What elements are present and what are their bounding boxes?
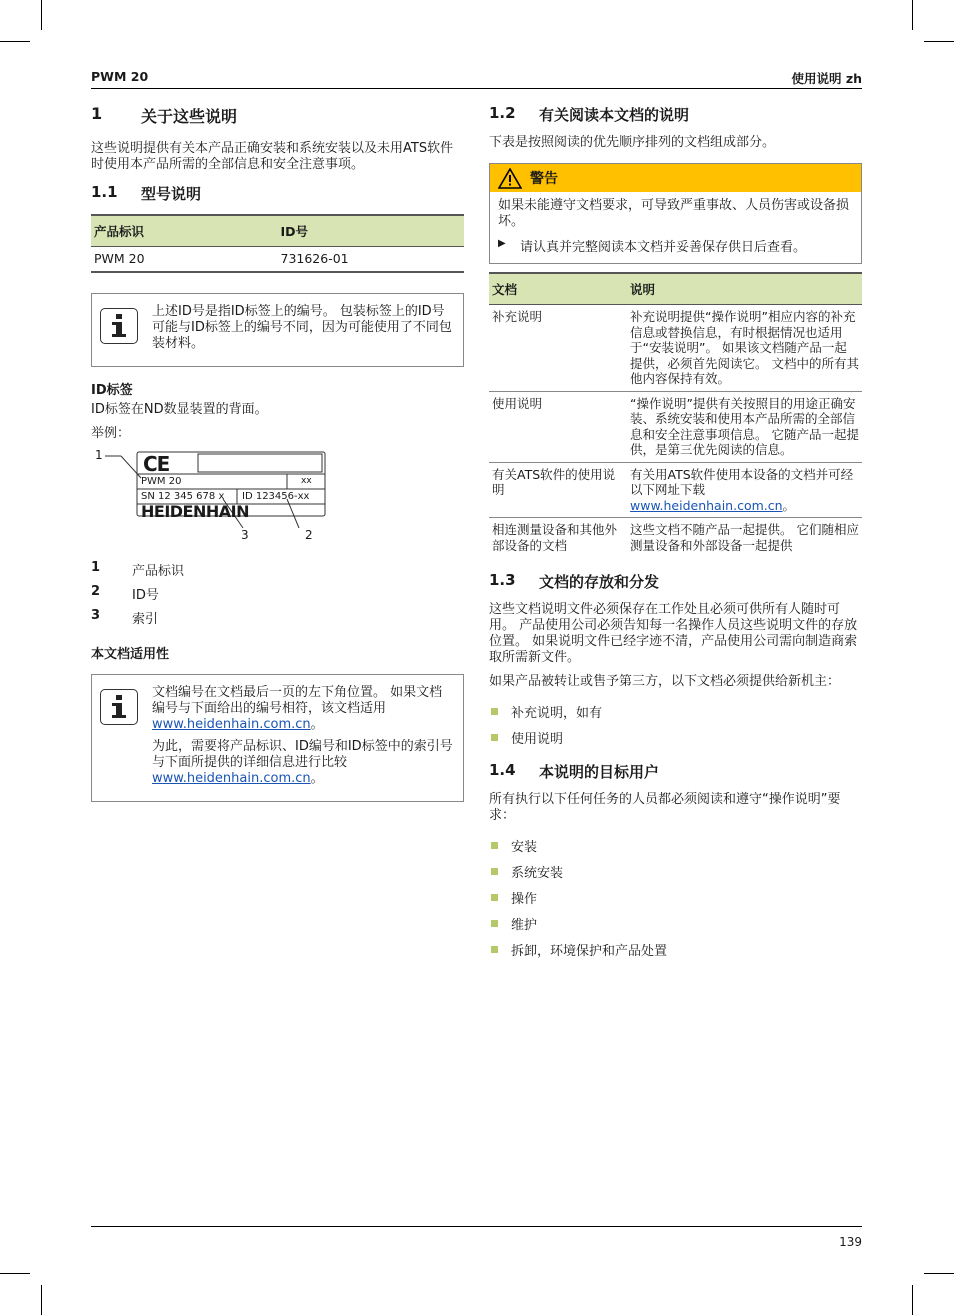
col-header-id-number: ID号 (278, 215, 465, 247)
validity-paragraph-2 (152, 739, 453, 787)
info-paragraph: 上述ID号是指ID标签上的编号。 包装标签上的ID号可能与ID标签上的编号不同，因为可能使用了不同包装材料。 (152, 303, 452, 351)
legend-text: 产品标识 (132, 563, 185, 579)
header-product: PWM 20 (91, 69, 149, 84)
label-xx: xx (301, 475, 312, 486)
warning-action (498, 236, 853, 255)
legend-number: 2 (91, 583, 101, 599)
callout-1: 1 (95, 447, 103, 462)
left-column (91, 104, 464, 802)
table-row (91, 247, 464, 272)
info-text (152, 685, 453, 791)
legend-item (91, 560, 464, 579)
label-brand: HEIDENHAIN (141, 501, 249, 521)
bullet-square-icon (491, 708, 498, 715)
document-table (489, 272, 862, 557)
warning-action-text: 请认真并完整阅读本文档并妥善保存供日后查看。 (520, 240, 807, 255)
legend-text: 索引 (132, 611, 159, 627)
header-rule (91, 88, 862, 89)
list-item-text: 操作 (511, 892, 538, 907)
section-1-2-heading (489, 104, 862, 125)
table-row (489, 462, 862, 518)
legend (91, 560, 464, 627)
list-item (489, 940, 862, 959)
section-1-heading (91, 104, 464, 127)
validity-heading: 本文档适用性 (91, 646, 170, 662)
col-header-description: 说明 (627, 273, 862, 305)
section-title: 关于这些说明 (141, 107, 238, 126)
crop-mark (912, 0, 913, 30)
list-item (489, 862, 862, 881)
section-1-3-heading (489, 571, 862, 592)
page-number: 139 (839, 1235, 862, 1249)
table-row (489, 391, 862, 462)
table-row (489, 305, 862, 392)
list-item-text: 维护 (511, 918, 538, 933)
cell-id: 731626-01 (278, 247, 465, 272)
bullet-square-icon (491, 894, 498, 901)
crop-mark (0, 41, 30, 42)
list-item (489, 888, 862, 907)
table-row (489, 518, 862, 558)
section-number: 1 (91, 104, 103, 123)
list-item (489, 836, 862, 855)
section-1-intro: 这些说明提供有关本产品正确安装和系统安装以及未用ATS软件时使用本产品所需的全部信息和安全注意事项。 (91, 141, 454, 172)
handover-list (489, 702, 862, 747)
callout-3: 3 (241, 527, 249, 542)
section-1-2-intro: 下表是按照阅读的优先顺序排列的文档组成部分。 (489, 135, 776, 150)
crop-mark (41, 0, 42, 30)
legend-number: 1 (91, 559, 101, 575)
warning-title: 警告 (530, 171, 558, 187)
cell-document: 使用说明 (489, 391, 627, 462)
crop-mark (924, 1273, 954, 1274)
list-item-text: 安装 (511, 840, 538, 855)
cell-description (627, 462, 862, 518)
bullet-square-icon (491, 842, 498, 849)
warning-box (489, 163, 862, 264)
section-number: 1.4 (489, 761, 516, 779)
triangle-right-icon: ▶ (498, 238, 506, 249)
cell-description: “操作说明”提供有关按照目的用途正确安装、系统安装和使用本产品所需的全部信息和安全注意事项信息。 它随产品一起提供，是第三优先阅读的信息。 (627, 391, 862, 462)
warning-text: 如果未能遵守文档要求，可导致严重事故、人员伤害或设备损坏。 (498, 198, 850, 229)
warning-header (490, 164, 861, 192)
list-item (489, 728, 862, 747)
section-title: 文档的存放和分发 (539, 573, 660, 591)
period: 。 (310, 716, 324, 732)
heidenhain-link[interactable]: www.heidenhain.com.cn (152, 716, 311, 732)
legend-item (91, 584, 464, 603)
info-icon (100, 308, 138, 344)
validity-text: 文档编号在文档最后一页的左下角位置。 如果文档编号与下面给出的编号相符，该文档适用 (152, 684, 443, 716)
right-column (489, 104, 862, 966)
section-title: 本说明的目标用户 (539, 763, 660, 781)
description-text: 有关用ATS软件使用本设备的文档并可经以下网址下载 (630, 466, 854, 497)
cell-description: 补充说明提供“操作说明”相应内容的补充信息或替换信息，有时根据情况也适用于“安装说明”。 如果该文档随产品一起提供，必须首先阅读它。 文档中的所有其他内容保持有效。 (627, 305, 862, 392)
legend-number: 3 (91, 607, 101, 623)
section-1-3-para-2: 如果产品被转让或售予第三方，以下文档必须提供给新机主： (489, 674, 841, 689)
cell-document: 相连测量设备和其他外部设备的文档 (492, 522, 618, 553)
cell-product: PWM 20 (91, 247, 278, 272)
heidenhain-link[interactable]: www.heidenhain.com.cn (630, 497, 783, 513)
info-text (152, 304, 453, 356)
label-product: PWM 20 (141, 475, 182, 487)
section-1-1-heading (91, 183, 464, 204)
label-id: ID 123456-xx (242, 490, 310, 502)
col-header-product-id: 产品标识 (91, 215, 278, 247)
validity-paragraph-1 (152, 685, 453, 733)
header-doc-type: 使用说明 zh (791, 71, 862, 86)
label-sn: SN 12 345 678 x (141, 490, 225, 502)
period: 。 (782, 497, 796, 513)
bullet-square-icon (491, 734, 498, 741)
warning-body (490, 192, 861, 263)
section-title: 有关阅读本文档的说明 (539, 106, 690, 124)
model-table (91, 214, 464, 273)
info-box-validity (91, 674, 464, 802)
crop-mark (41, 1285, 42, 1315)
section-1-4-para: 所有执行以下任何任务的人员都必须阅读和遵守“操作说明”要求： (489, 792, 841, 823)
section-1-4-heading (489, 761, 862, 782)
ce-mark: CE (143, 451, 170, 476)
section-title: 型号说明 (141, 185, 202, 203)
bullet-square-icon (491, 946, 498, 953)
crop-mark (912, 1285, 913, 1315)
legend-text: ID号 (132, 587, 159, 603)
validity-text: 为此，需要将产品标识、ID编号和ID标签中的索引号与下面所提供的详细信息进行比较 (152, 738, 453, 770)
warning-triangle-icon (498, 168, 522, 189)
section-number: 1.1 (91, 183, 118, 201)
id-label-heading: ID标签 (91, 382, 133, 398)
legend-item (91, 608, 464, 627)
crop-mark (0, 1273, 30, 1274)
section-number: 1.3 (489, 571, 516, 589)
cell-description: 这些文档不随产品一起提供。 它们随相应测量设备和外部设备一起提供 (630, 522, 859, 553)
callout-2: 2 (305, 527, 313, 542)
info-box-id-note (91, 293, 464, 367)
col-header-document: 文档 (489, 273, 627, 305)
cell-document: 有关ATS软件的使用说明 (489, 462, 627, 518)
list-item-text: 使用说明 (511, 732, 564, 747)
period: 。 (310, 770, 324, 786)
footer-rule (91, 1226, 862, 1227)
cell-document: 补充说明 (489, 305, 627, 392)
crop-mark (924, 41, 954, 42)
list-item (489, 702, 862, 721)
list-item-text: 系统安装 (511, 866, 564, 881)
info-icon (100, 689, 138, 725)
task-list (489, 836, 862, 959)
example-label: 举例： (91, 425, 131, 441)
list-item-text: 拆卸，环境保护和产品处置 (511, 944, 668, 959)
id-label-figure (91, 448, 464, 554)
list-item (489, 914, 862, 933)
list-item-text: 补充说明，如有 (511, 706, 603, 721)
bullet-square-icon (491, 868, 498, 875)
section-number: 1.2 (489, 104, 516, 122)
id-label-text: ID标签在ND数显装置的背面。 (91, 401, 268, 417)
bullet-square-icon (491, 920, 498, 927)
section-1-3-para-1: 这些文档说明文件必须保存在工作处且必须可供所有人随时可用。 产品使用公司必须告知每一名操作人员这些说明文件的存放位置。 如果说明文件已经字迹不清，产品使用公司需向制造商索取所需新文件。 (489, 602, 858, 665)
heidenhain-link[interactable]: www.heidenhain.com.cn (152, 770, 311, 786)
